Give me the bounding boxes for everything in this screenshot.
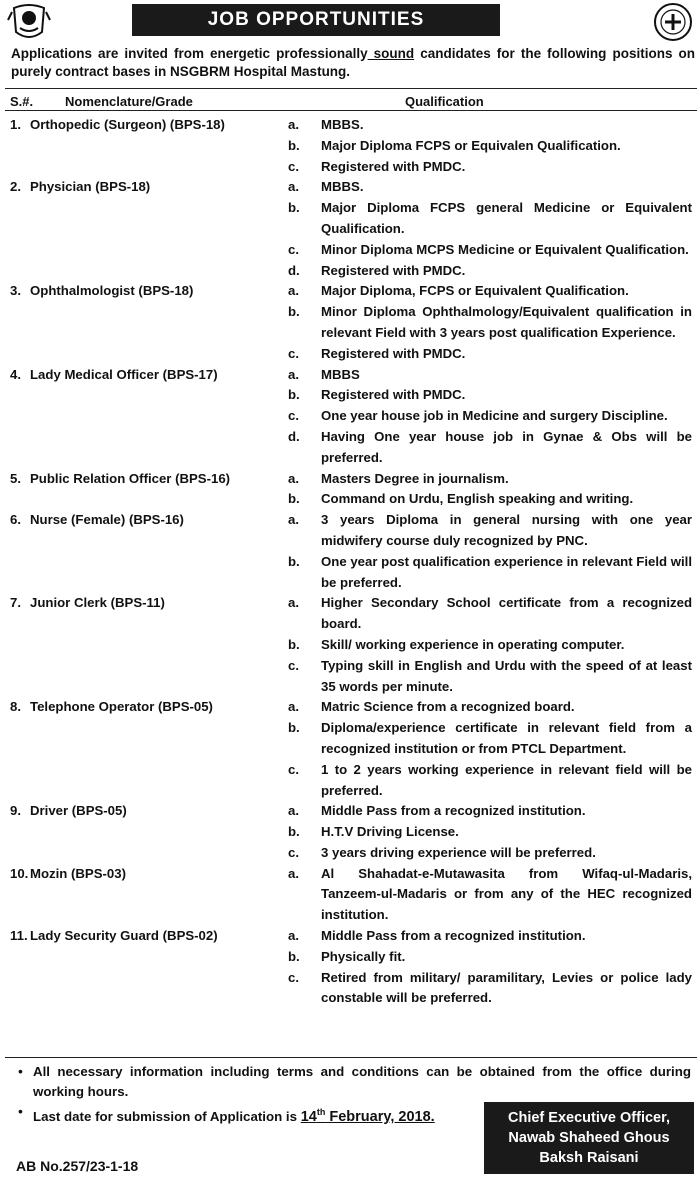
qualification-item <box>288 385 692 406</box>
qualification-item <box>288 760 692 802</box>
qualification-text: Retired from military/ paramilitary, Levies or police lady constable will be preferred. <box>321 969 692 1006</box>
table-row <box>5 697 697 801</box>
row-qualifications <box>288 177 692 281</box>
positions-table <box>5 88 697 1058</box>
row-post-title: Lady Medical Officer (BPS-17) <box>30 366 218 382</box>
qualification-letter: c. <box>288 345 299 361</box>
qualification-item <box>288 510 692 552</box>
row-serial: 9. <box>10 803 21 819</box>
table-row <box>5 801 697 863</box>
qualification-item <box>288 489 692 510</box>
qualification-item <box>288 843 692 864</box>
qualification-text: Major Diploma FCPS or Equivalen Qualification. <box>321 137 621 153</box>
table-row <box>5 365 697 469</box>
qualification-letter: a. <box>288 595 299 611</box>
row-post-title: Nurse (Female) (BPS-16) <box>30 512 184 528</box>
table-row <box>5 926 697 1009</box>
qualification-text: Typing skill in English and Urdu with the speed of at least 35 words per minute. <box>321 657 692 694</box>
signatory-line-1: Chief Executive Officer, <box>508 1110 670 1126</box>
qualification-text: Registered with PMDC. <box>321 387 466 403</box>
qualification-text: Minor Diploma Ophthalmology/Equivalent qualification in relevant Field with 3 years post qualification Experience. <box>321 304 692 340</box>
qualification-letter: b. <box>288 824 300 840</box>
qualification-letter: c. <box>288 158 299 174</box>
qualification-item <box>288 552 692 594</box>
qualification-text: Physically fit. <box>321 948 406 964</box>
qualification-text: Having One year house job in Gynae & Obs will be preferred. <box>321 428 692 465</box>
qualification-text: 3 years Diploma in general nursing with one year midwifery course duly recognized by PNC. <box>321 512 692 548</box>
qualification-letter: a. <box>288 865 299 881</box>
qualification-letter: b. <box>288 948 300 964</box>
row-post-title: Ophthalmologist (BPS-18) <box>30 283 194 299</box>
qualification-text: 3 years driving experience will be preferred. <box>321 844 596 860</box>
row-qualifications <box>288 801 692 863</box>
qualification-item <box>288 240 692 261</box>
row-qualifications <box>288 365 692 469</box>
row-post-title: Mozin (BPS-03) <box>30 865 126 881</box>
qualification-text: Higher Secondary School certificate from a recognized board. <box>321 595 692 632</box>
row-serial: 10. <box>10 865 29 881</box>
row-qualifications <box>288 864 692 926</box>
qualification-item <box>288 635 692 656</box>
table-row <box>5 115 697 177</box>
bullet-icon: • <box>18 1064 23 1079</box>
qualification-item <box>288 968 692 1010</box>
row-post-title: Telephone Operator (BPS-05) <box>30 699 213 715</box>
row-post-title: Orthopedic (Surgeon) (BPS-18) <box>30 117 225 132</box>
row-qualifications <box>288 697 692 801</box>
last-date <box>301 1109 435 1125</box>
qualification-item <box>288 822 692 843</box>
qualification-letter: b. <box>288 491 300 507</box>
row-post-title: Junior Clerk (BPS-11) <box>30 595 165 611</box>
last-date-day: 14 <box>300 1108 317 1125</box>
qualification-text: Registered with PMDC. <box>321 345 466 361</box>
row-post-title: Driver (BPS-05) <box>30 803 127 819</box>
qualification-text: Diploma/experience certificate in relevant field from a recognized institution or from PTCL Department. <box>321 720 692 756</box>
qualification-text: One year house job in Medicine and surgery Discipline. <box>321 408 668 424</box>
qualification-letter: a. <box>288 117 299 132</box>
qualification-item <box>288 469 692 490</box>
qualification-item <box>288 157 692 178</box>
row-serial: 4. <box>10 366 21 382</box>
qualification-letter: a. <box>288 699 299 715</box>
qualification-text: Skill/ working experience in operating computer. <box>321 636 625 652</box>
last-date-suffix: th <box>316 1107 326 1117</box>
row-qualifications <box>288 593 692 697</box>
table-row <box>5 281 697 364</box>
signatory-line-3: Baksh Raisani <box>539 1150 639 1166</box>
row-qualifications <box>288 510 692 593</box>
table-row <box>5 510 697 593</box>
qualification-letter: c. <box>288 761 299 777</box>
qualification-text: Masters Degree in journalism. <box>321 470 509 486</box>
qualification-text: Registered with PMDC. <box>321 262 466 278</box>
table-row <box>5 593 697 697</box>
qualification-letter: c. <box>288 241 299 257</box>
row-qualifications <box>288 469 692 511</box>
row-serial: 8. <box>10 699 21 715</box>
qualification-text: Registered with PMDC. <box>321 158 466 174</box>
row-serial: 5. <box>10 470 21 486</box>
qualification-letter: b. <box>288 720 300 736</box>
note-last-date-prefix: Last date for submission of Application is <box>33 1108 301 1124</box>
qualification-text: MBBS <box>321 366 360 382</box>
row-serial: 6. <box>10 512 21 528</box>
table-body <box>5 115 697 1009</box>
qualification-letter: b. <box>288 636 300 652</box>
qualification-item <box>288 656 692 698</box>
row-serial: 11. <box>10 928 28 944</box>
last-date-rest: February, 2018. <box>325 1108 435 1125</box>
signatory-box <box>484 1102 694 1174</box>
qualification-text: 1 to 2 years working experience in relevant field will be preferred. <box>321 761 692 798</box>
row-qualifications <box>288 926 692 1009</box>
qualification-text: Major Diploma, FCPS or Equivalent Qualification. <box>321 283 629 299</box>
qualification-item <box>288 177 692 198</box>
row-post-title: Physician (BPS-18) <box>30 179 151 195</box>
qualification-item <box>288 198 692 240</box>
table-row <box>5 177 697 281</box>
col-header-post: Nomenclature/Grade <box>65 94 193 109</box>
qualification-letter: a. <box>288 366 299 382</box>
qualification-text: MBBS. <box>321 179 364 195</box>
qualification-item <box>288 593 692 635</box>
note-text: All necessary information including terms and conditions can be obtained from the office during working hours. <box>33 1064 691 1099</box>
qualification-letter: d. <box>288 428 300 444</box>
qualification-letter: b. <box>288 200 300 216</box>
qualification-item <box>288 302 692 344</box>
qualification-letter: c. <box>288 969 299 985</box>
intro-part-2: sound <box>367 46 415 61</box>
row-serial: 7. <box>10 595 21 611</box>
qualification-letter: a. <box>288 283 299 299</box>
qualification-text: Middle Pass from a recognized institution. <box>321 803 586 819</box>
table-row <box>5 864 697 926</box>
bullet-icon: • <box>18 1104 23 1119</box>
page-title: JOB OPPORTUNITIES <box>132 4 500 36</box>
row-qualifications <box>288 281 692 364</box>
qualification-letter: a. <box>288 179 299 195</box>
qualification-item <box>288 344 692 365</box>
qualification-letter: b. <box>288 304 300 320</box>
qualification-item <box>288 406 692 427</box>
intro-part-1: Applications are invited from energetic professionally <box>11 46 368 61</box>
qualification-letter: c. <box>288 657 299 673</box>
qualification-text: One year post qualification experience in relevant Field will be preferred. <box>321 553 692 590</box>
qualification-letter: a. <box>288 803 299 819</box>
qualification-item <box>288 718 692 760</box>
table-row <box>5 469 697 511</box>
qualification-letter: b. <box>288 553 300 569</box>
col-header-qualification: Qualification <box>405 94 484 109</box>
signatory-line-2: Nawab Shaheed Ghous <box>508 1130 670 1146</box>
qualification-letter: b. <box>288 137 300 153</box>
table-header <box>5 91 697 111</box>
qualification-item <box>288 136 692 157</box>
qualification-letter: b. <box>288 387 300 403</box>
qualification-text: Middle Pass from a recognized institution. <box>321 928 586 944</box>
qualification-letter: a. <box>288 470 299 486</box>
header <box>0 0 700 44</box>
qualification-item <box>288 365 692 386</box>
qualification-item <box>288 115 692 136</box>
note-text <box>33 1102 493 1127</box>
row-serial: 2. <box>10 179 21 195</box>
qualification-letter: c. <box>288 844 299 860</box>
intro-text <box>11 45 695 81</box>
intro-part-3: candidates for the following positions on purely contract bases in NSGBRM Hospital Mastung. <box>11 46 695 79</box>
row-serial: 1. <box>10 117 21 132</box>
qualification-item <box>288 864 692 926</box>
row-qualifications <box>288 115 692 177</box>
qualification-text: H.T.V Driving License. <box>321 824 459 840</box>
qualification-text: Command on Urdu, English speaking and writing. <box>321 491 634 507</box>
qualification-text: MBBS. <box>321 117 364 132</box>
col-header-sn: S.#. <box>10 94 34 109</box>
qualification-text: Major Diploma FCPS general Medicine or Equivalent Qualification. <box>321 200 692 236</box>
qualification-item <box>288 261 692 282</box>
hospital-seal-icon <box>650 2 696 42</box>
qualification-letter: a. <box>288 928 299 944</box>
qualification-letter: a. <box>288 512 299 528</box>
qualification-item <box>288 281 692 302</box>
ad-reference-number: AB No.257/23-1-18 <box>16 1158 139 1174</box>
qualification-text: Minor Diploma MCPS Medicine or Equivalent Qualification. <box>321 241 689 257</box>
row-serial: 3. <box>10 283 21 299</box>
qualification-item <box>288 926 692 947</box>
note-item <box>8 1062 692 1102</box>
qualification-text: Matric Science from a recognized board. <box>321 699 575 715</box>
qualification-letter: d. <box>288 262 300 278</box>
qualification-text: Al Shahadat-e-Mutawasita from Wifaq-ul-Madaris, Tanzeem-ul-Madaris or from any of the HEC recognized institution. <box>321 865 692 923</box>
qualification-letter: c. <box>288 408 299 424</box>
row-post-title: Public Relation Officer (BPS-16) <box>30 470 231 486</box>
qualification-item <box>288 801 692 822</box>
qualification-item <box>288 947 692 968</box>
row-post-title: Lady Security Guard (BPS-02) <box>30 928 218 944</box>
qualification-item <box>288 427 692 469</box>
qualification-item <box>288 697 692 718</box>
government-emblem-icon <box>6 2 52 42</box>
